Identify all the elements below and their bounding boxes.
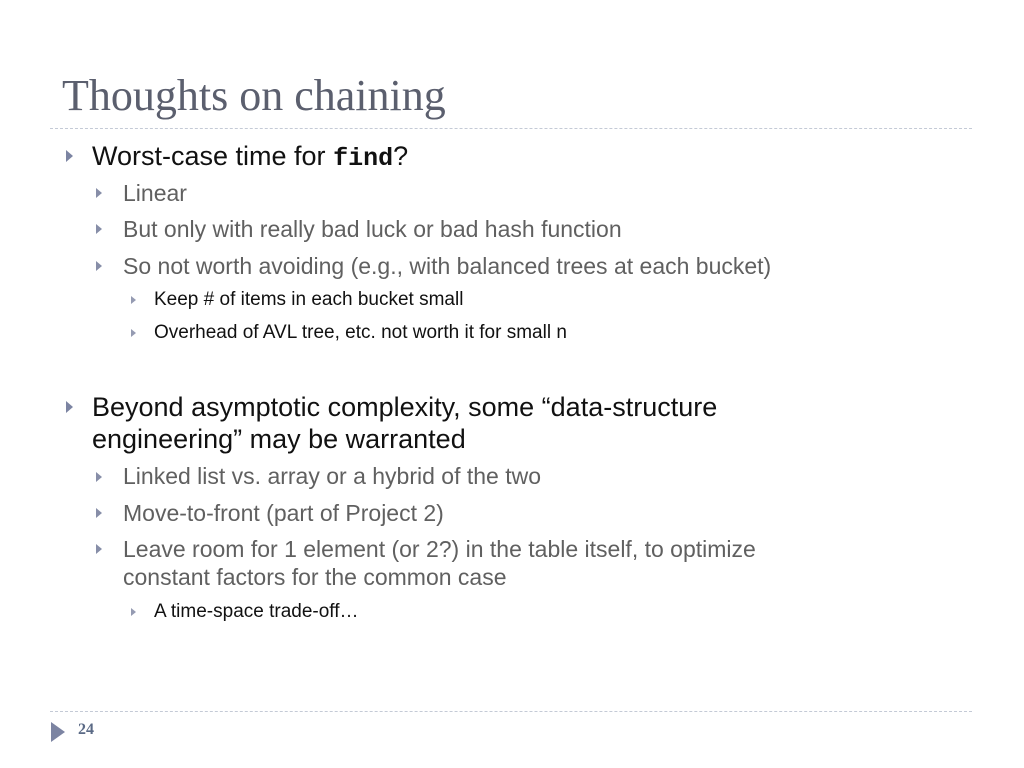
bullet-level1: [92, 140, 408, 175]
footer-divider: [50, 711, 972, 712]
bullet-arrow-icon: [131, 296, 136, 304]
bullet-text: Worst-case time for: [92, 141, 334, 171]
bullet-level3: Overhead of AVL tree, etc. not worth it for small n: [154, 322, 567, 343]
bullet-arrow-icon: [131, 329, 136, 337]
bullet-arrow-icon: [96, 544, 102, 554]
bullet-arrow-icon: [96, 188, 102, 198]
bullet-level2: But only with really bad luck or bad hash function: [123, 216, 622, 242]
bullet-level1: Beyond asymptotic complexity, some “data-structure: [92, 392, 718, 422]
bullet-arrow-icon: [96, 224, 102, 234]
bullet-level3: A time-space trade-off…: [154, 601, 359, 622]
bullet-level2-continuation: constant factors for the common case: [123, 564, 507, 590]
bullet-arrow-icon: [96, 472, 102, 482]
bullet-level1-continuation: engineering” may be warranted: [92, 424, 466, 454]
bullet-arrow-icon: [66, 401, 73, 413]
bullet-arrow-icon: [66, 150, 73, 162]
bullet-level2: Linked list vs. array or a hybrid of the two: [123, 463, 542, 489]
bullet-level2: Move-to-front (part of Project 2): [123, 500, 444, 526]
footer-arrow-icon: [51, 722, 65, 742]
bullet-level2: So not worth avoiding (e.g., with balanced trees at each bucket): [123, 253, 772, 279]
bullet-level2: Leave room for 1 element (or 2?) in the table itself, to optimize: [123, 536, 756, 562]
bullet-text-suffix: ?: [393, 141, 409, 171]
bullet-arrow-icon: [96, 508, 102, 518]
page-number: 24: [78, 721, 94, 738]
bullet-level2: Linear: [123, 180, 187, 206]
title-divider: [50, 128, 972, 129]
bullet-arrow-icon: [96, 261, 102, 271]
bullet-level3: Keep # of items in each bucket small: [154, 289, 464, 310]
code-find: find: [333, 144, 394, 173]
slide-title: Thoughts on chaining: [62, 71, 446, 120]
bullet-arrow-icon: [131, 608, 136, 616]
